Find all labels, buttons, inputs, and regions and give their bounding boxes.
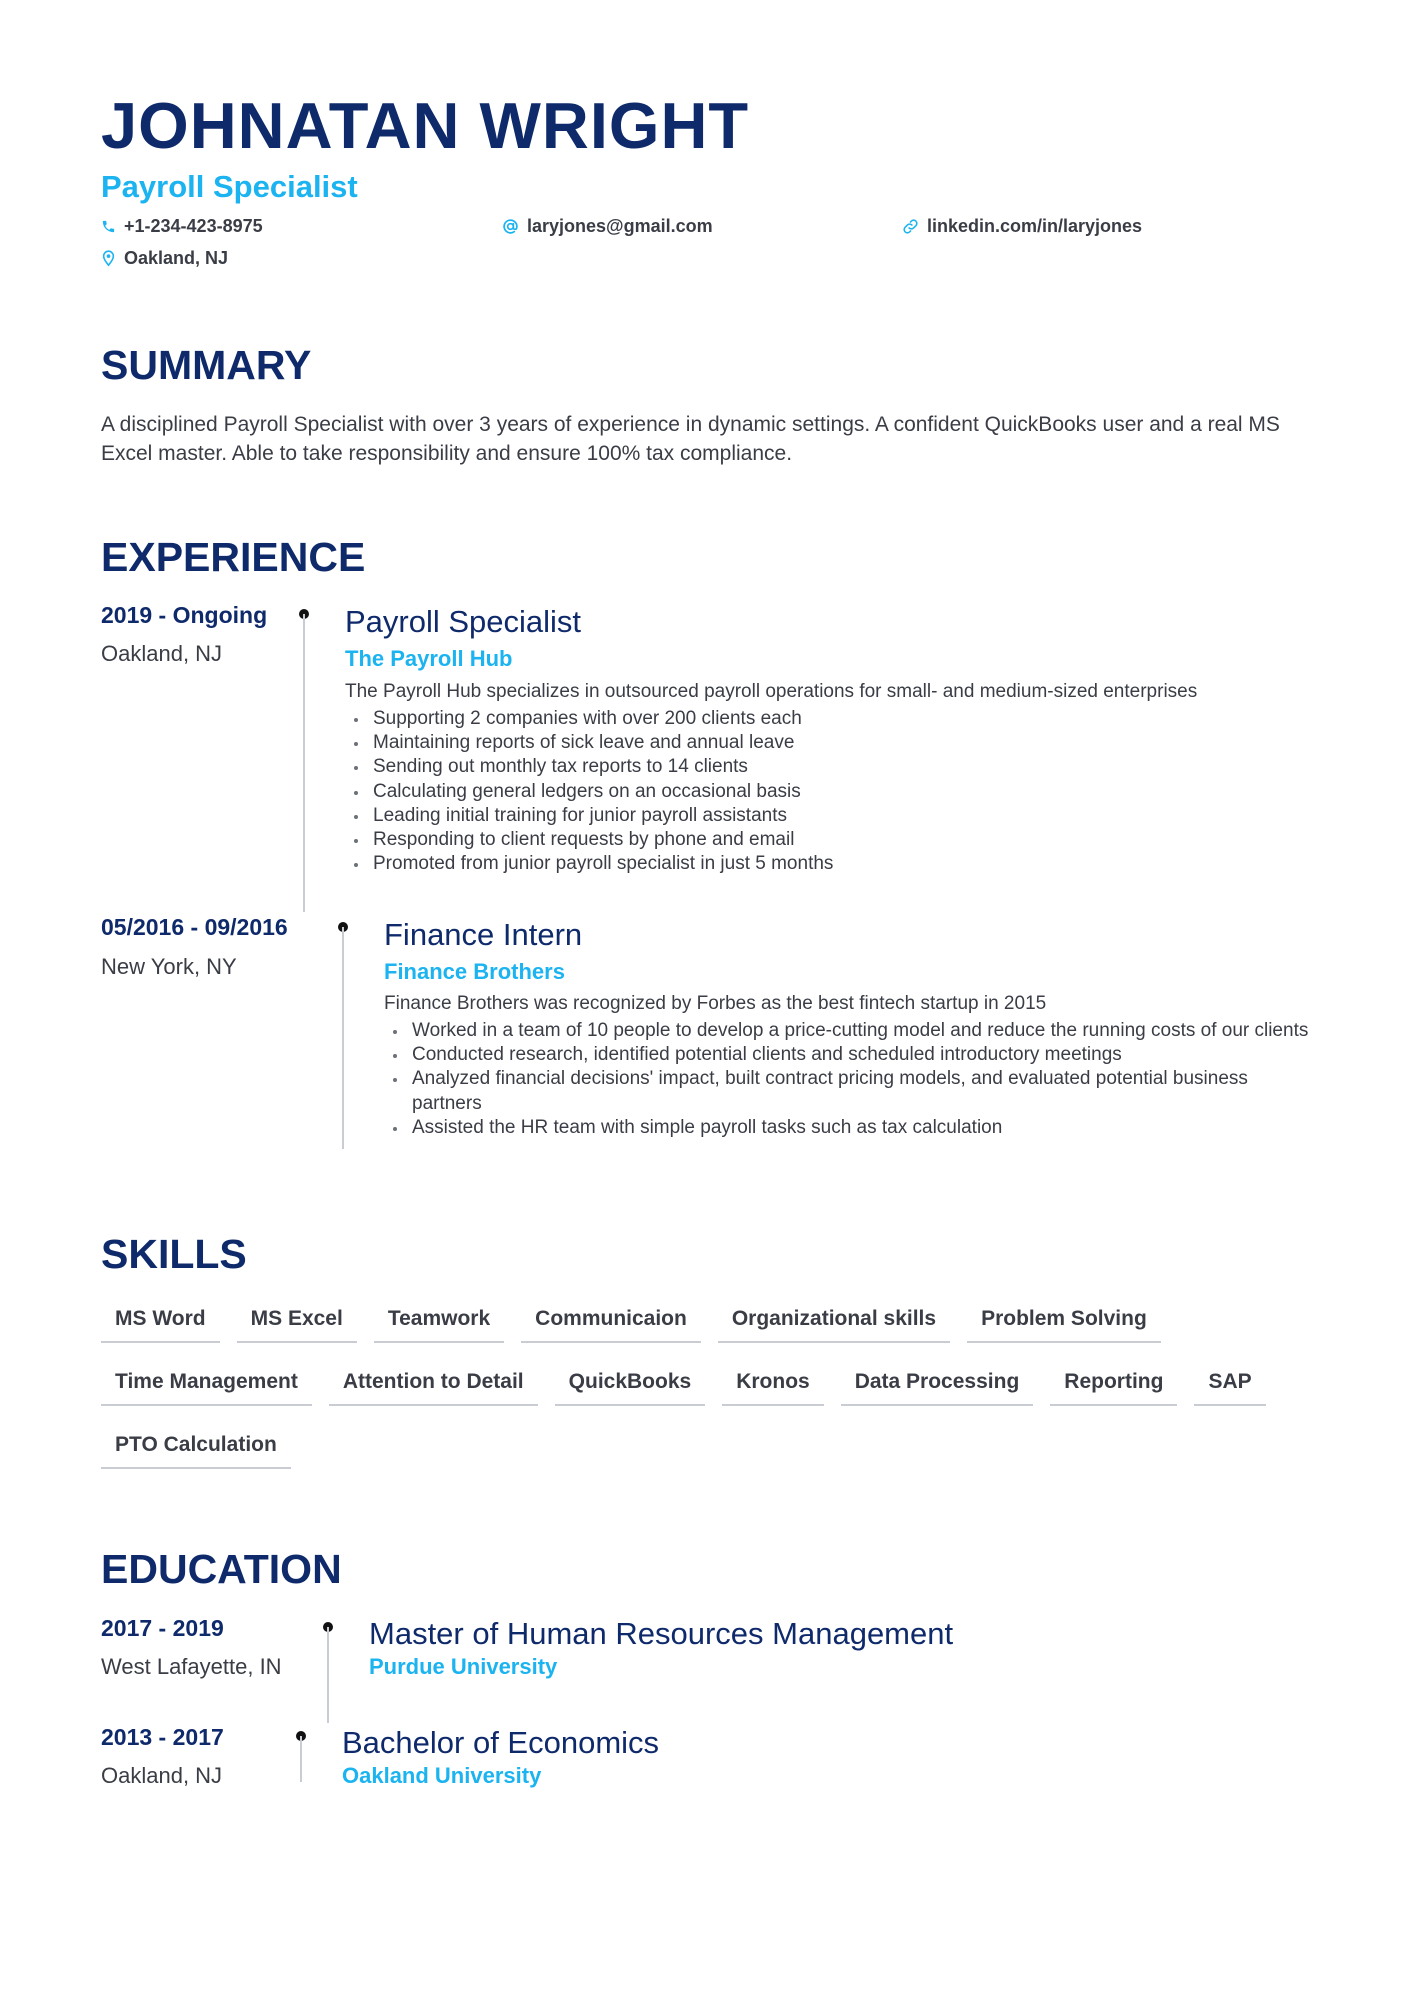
- list-item: Maintaining reports of sick leave and annual leave: [345, 731, 1305, 755]
- skill-tag: SAP: [1194, 1365, 1265, 1406]
- list-item: Supporting 2 companies with over 200 clients each: [345, 707, 1305, 731]
- timeline-line: [327, 1627, 329, 1723]
- company-description: The Payroll Hub specializes in outsourced payroll operations for small- and medium-sized enterprises: [345, 681, 1198, 702]
- job-location: New York, NY: [101, 954, 237, 979]
- school-name: Oakland University: [342, 1763, 542, 1788]
- skill-tag: Problem Solving: [967, 1302, 1161, 1343]
- skill-tag: Data Processing: [841, 1365, 1034, 1406]
- skills-heading: SKILLS: [101, 1231, 247, 1277]
- skill-tag: Kronos: [722, 1365, 824, 1406]
- list-item: Sending out monthly tax reports to 14 clients: [345, 755, 1305, 779]
- skill-tag: Organizational skills: [718, 1302, 950, 1343]
- location-pin-icon: [101, 250, 116, 267]
- job-date: 05/2016 - 09/2016: [101, 914, 288, 940]
- summary-text: A disciplined Payroll Specialist with over 3 years of experience in dynamic settings. A confident QuickBooks user and a real MS Excel master. Able to take responsibility and ensure 100% tax compliance.: [101, 413, 1280, 465]
- list-item: Responding to client requests by phone and email: [345, 828, 1305, 852]
- list-item: Leading initial training for junior payroll assistants: [345, 804, 1305, 828]
- email-link[interactable]: laryjones@gmail.com: [527, 216, 713, 236]
- skill-tag: Attention to Detail: [329, 1365, 538, 1406]
- location-text: Oakland, NJ: [124, 248, 229, 268]
- school-name: Purdue University: [369, 1654, 558, 1679]
- candidate-role: Payroll Specialist: [101, 169, 358, 204]
- contact-phone: [101, 214, 263, 238]
- skill-tag: Time Management: [101, 1365, 312, 1406]
- list-item: Worked in a team of 10 people to develop a price-cutting model and reduce the running costs of our clients: [384, 1019, 1314, 1043]
- timeline-line: [300, 1736, 302, 1782]
- phone-icon: [101, 219, 116, 234]
- job-title: Payroll Specialist: [345, 604, 582, 639]
- company-name: The Payroll Hub: [345, 646, 513, 671]
- degree-title: Master of Human Resources Management: [369, 1616, 954, 1651]
- edu-date: 2013 - 2017: [101, 1724, 224, 1750]
- contact-email[interactable]: [502, 214, 713, 238]
- skill-tag: Communicaion: [521, 1302, 701, 1343]
- edu-location: West Lafayette, IN: [101, 1654, 282, 1679]
- phone-text: +1-234-423-8975: [124, 216, 263, 236]
- job-title: Finance Intern: [384, 917, 583, 952]
- summary-heading: SUMMARY: [101, 342, 312, 388]
- company-description: Finance Brothers was recognized by Forbes as the best fintech startup in 2015: [384, 993, 1047, 1014]
- list-item: Analyzed financial decisions' impact, built contract pricing models, and evaluated potential business partners: [384, 1067, 1314, 1115]
- skill-tag: MS Excel: [237, 1302, 357, 1343]
- edu-date: 2017 - 2019: [101, 1615, 224, 1641]
- skill-tag: Teamwork: [374, 1302, 504, 1343]
- linkedin-link[interactable]: linkedin.com/in/laryjones: [927, 216, 1143, 236]
- timeline-line: [342, 927, 344, 1149]
- candidate-name: JOHNATAN WRIGHT: [101, 89, 750, 162]
- experience-heading: EXPERIENCE: [101, 534, 366, 580]
- list-item: Conducted research, identified potential clients and scheduled introductory meetings: [384, 1043, 1314, 1067]
- job-location: Oakland, NJ: [101, 641, 223, 666]
- job-date: 2019 - Ongoing: [101, 602, 268, 628]
- contact-linkedin[interactable]: [902, 214, 1142, 238]
- skill-tag: QuickBooks: [555, 1365, 706, 1406]
- at-icon: [502, 218, 519, 235]
- list-item: Assisted the HR team with simple payroll tasks such as tax calculation: [384, 1116, 1314, 1140]
- job-bullets: [384, 1019, 1314, 1140]
- edu-location: Oakland, NJ: [101, 1763, 223, 1788]
- list-item: Calculating general ledgers on an occasional basis: [345, 780, 1305, 804]
- degree-title: Bachelor of Economics: [342, 1725, 660, 1760]
- skill-tag: MS Word: [101, 1302, 220, 1343]
- skill-tag: PTO Calculation: [101, 1428, 291, 1469]
- skills-list: [101, 1302, 1321, 1469]
- link-icon: [902, 218, 919, 235]
- contact-location: [101, 246, 228, 270]
- company-name: Finance Brothers: [384, 959, 565, 984]
- list-item: Promoted from junior payroll specialist in just 5 months: [345, 852, 1305, 876]
- timeline-line: [303, 614, 305, 912]
- skill-tag: Reporting: [1050, 1365, 1177, 1406]
- education-heading: EDUCATION: [101, 1546, 342, 1592]
- job-bullets: [345, 707, 1305, 876]
